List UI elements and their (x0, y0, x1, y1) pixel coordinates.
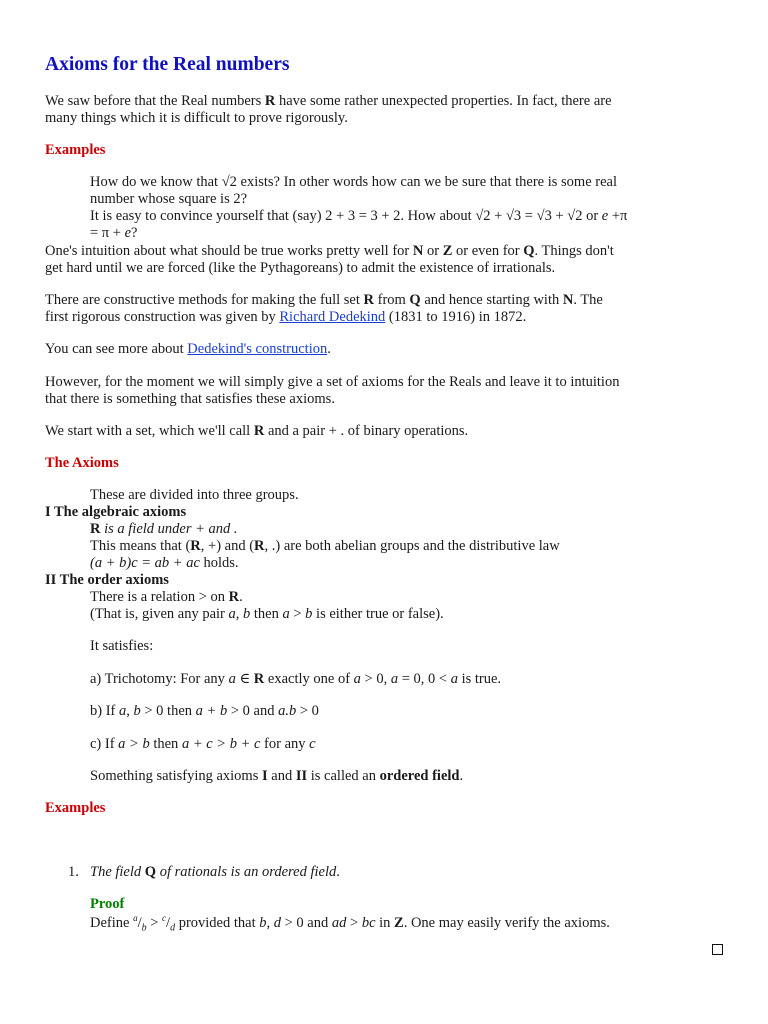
text: This means that ( (90, 538, 191, 554)
symbol-naturals: N (412, 243, 424, 259)
text: We start with a set, which we'll call (45, 423, 254, 439)
symbol-reals: R (264, 93, 276, 109)
text: for any (260, 736, 310, 752)
fraction-denominator: b (141, 922, 147, 934)
text: There are constructive methods for making the full set (45, 292, 364, 308)
expr: a > b (118, 736, 150, 752)
symbol-e: e (124, 225, 131, 241)
symbol-integers: Z (442, 243, 453, 259)
fraction-numerator: c (162, 913, 167, 923)
relation-line (90, 589, 243, 606)
text: , (235, 606, 244, 622)
dedekind-construction-link[interactable]: Dedekind's construction (187, 341, 328, 357)
axiom-ref: II (295, 768, 308, 784)
text: We saw before that the Real numbers (45, 93, 265, 109)
var-a: a (282, 606, 290, 622)
text: It is easy to convince yourself that (say) 2 + 3 = 3 + 2. How about √2 + √3 = √3 + √2 or (90, 208, 602, 224)
example-line-2: number whose square is 2? (90, 191, 248, 207)
text: (That is, given any pair (90, 606, 229, 622)
proof-line: Define $^a/_b > ^c/_d$ provided that b, d > 0 and ad > bc in Z. One may easily verify the axioms. (90, 913, 610, 934)
fraction-denominator: d (170, 922, 176, 934)
expr: ad (331, 914, 347, 931)
var-a: a (228, 671, 236, 687)
symbol-reals: R (363, 292, 374, 308)
text: Something satisfying axioms (90, 768, 262, 784)
intro-line-1 (45, 93, 612, 110)
expr: a + c > b + c (181, 736, 261, 752)
list-item-number: 1. (68, 864, 79, 880)
term-ordered-field: ordered field (379, 768, 460, 784)
proof-heading: Proof (90, 896, 125, 912)
text: a) Trichotomy: For any (90, 671, 229, 687)
more-line (45, 341, 331, 358)
satisfies-text: It satisfies: (90, 638, 154, 654)
text: > (289, 606, 306, 622)
text: is either true or false). (312, 606, 444, 622)
expr: a.b (278, 703, 297, 719)
text: of rationals is an ordered field (156, 864, 337, 880)
text: , +) and ( (200, 538, 255, 554)
var-a: a (450, 671, 458, 687)
qed-icon (712, 944, 723, 955)
symbol-naturals: N (562, 292, 574, 308)
text: is a field under + and . (100, 521, 238, 537)
expr: bc (361, 914, 376, 931)
text: provided that (175, 914, 260, 931)
text: is true. (457, 671, 502, 687)
text: One's intuition about what should be true works pretty well for (45, 243, 413, 259)
expr: a + b (195, 703, 228, 719)
groups-text: These are divided into three groups. (90, 487, 299, 503)
start-line (45, 423, 468, 440)
text: and a pair + . of binary operations. (264, 423, 469, 439)
var-b: b (243, 606, 251, 622)
text: in (375, 914, 395, 931)
text: . Things don't (534, 243, 614, 259)
vars: a, b (119, 703, 141, 719)
text: holds. (199, 555, 239, 571)
text: There is a relation > on (90, 589, 229, 605)
constructive-line-2 (45, 309, 526, 326)
text: = π + (90, 225, 125, 241)
text: b) If (90, 703, 119, 719)
var-a: a (353, 671, 361, 687)
symbol-rationals: Q (144, 864, 157, 880)
order-axioms-heading: II The order axioms (45, 572, 169, 588)
text: You can see more about (45, 341, 188, 357)
text: (1831 to 1916) in 1872. (385, 309, 527, 325)
examples-heading: Examples (45, 142, 106, 158)
symbol-reals: R (253, 423, 265, 439)
text: Define (90, 914, 134, 931)
text: . One may easily verify the axioms. (403, 914, 610, 931)
page-title: Axioms for the Real numbers (45, 54, 290, 75)
text: > 0 and (281, 914, 332, 931)
ordered-field-line (90, 768, 463, 785)
var-a: a (390, 671, 399, 687)
intro-line-2: many things which it is difficult to prove rigorously. (45, 110, 348, 126)
text: The field (90, 864, 145, 880)
intuition-line-1 (45, 243, 614, 260)
axiom-c-line (90, 736, 316, 753)
text: is called an (307, 768, 380, 784)
means-line (90, 538, 560, 555)
intuition-line-2: get hard until we are forced (like the Pythagoreans) to admit the existence of irrationals. (45, 260, 556, 276)
symbol-reals: R (253, 671, 265, 687)
text: > 0 and (227, 703, 279, 719)
text: > 0 then (140, 703, 196, 719)
text: +π (608, 208, 628, 224)
text: ? (131, 225, 138, 241)
symbol-reals: R (190, 538, 201, 554)
text: have some rather unexpected properties. In fact, there are (275, 93, 612, 109)
text: > 0, (360, 671, 391, 687)
field-line (90, 521, 238, 538)
text: . (336, 864, 340, 880)
text: exactly one of (264, 671, 354, 687)
symbol-rationals: Q (523, 243, 535, 259)
symbol-reals: R (254, 538, 265, 554)
axioms-heading: The Axioms (45, 455, 119, 471)
text: or even for (452, 243, 524, 259)
text: = 0, 0 < (398, 671, 451, 687)
var-c: c (309, 736, 316, 752)
distributive-law: (a + b)c = ab + ac (90, 555, 200, 571)
symbol-reals: R (228, 589, 240, 605)
text: then (149, 736, 182, 752)
symbol-reals: R (90, 521, 101, 537)
text: from (373, 292, 410, 308)
text: . The (573, 292, 603, 308)
example-line-1: How do we know that √2 exists? In other words how can we be sure that there is some real (90, 174, 617, 190)
axiom-b-line (90, 703, 319, 720)
axiom-ref: I (261, 768, 268, 784)
algebraic-axioms-heading: I The algebraic axioms (45, 504, 187, 520)
text: and (267, 768, 296, 784)
symbol-integers: Z (394, 914, 404, 931)
text: ∈ (235, 671, 254, 687)
list-item (90, 864, 340, 881)
example-line-4 (90, 225, 137, 242)
constructive-line-1 (45, 292, 603, 309)
var-a: a (228, 606, 236, 622)
symbol-rationals: Q (409, 292, 421, 308)
that-is-line (90, 606, 444, 623)
text: and hence starting with (420, 292, 563, 308)
text: or (423, 243, 443, 259)
examples-heading-2: Examples (45, 800, 106, 816)
symbol-e: e (601, 208, 609, 224)
however-line-2: that there is something that satisfies these axioms. (45, 391, 335, 407)
text: . (239, 589, 243, 605)
vars: b, d (259, 914, 281, 931)
text: > (146, 914, 163, 931)
text: then (250, 606, 283, 622)
trichotomy-line (90, 671, 501, 688)
distributive-line (90, 555, 239, 572)
text: first rigorous construction was given by (45, 309, 280, 325)
var-b: b (305, 606, 313, 622)
text: > (346, 914, 362, 931)
dedekind-link[interactable]: Richard Dedekind (279, 309, 386, 325)
text: . (327, 341, 331, 357)
text: , .) are both abelian groups and the distributive law (264, 538, 560, 554)
example-line-3 (90, 208, 627, 225)
text: . (459, 768, 464, 784)
text: c) If (90, 736, 119, 752)
however-line-1: However, for the moment we will simply give a set of axioms for the Reals and leave it to intuition (45, 374, 620, 390)
fraction-numerator: a (133, 913, 138, 923)
text: > 0 (296, 703, 319, 719)
